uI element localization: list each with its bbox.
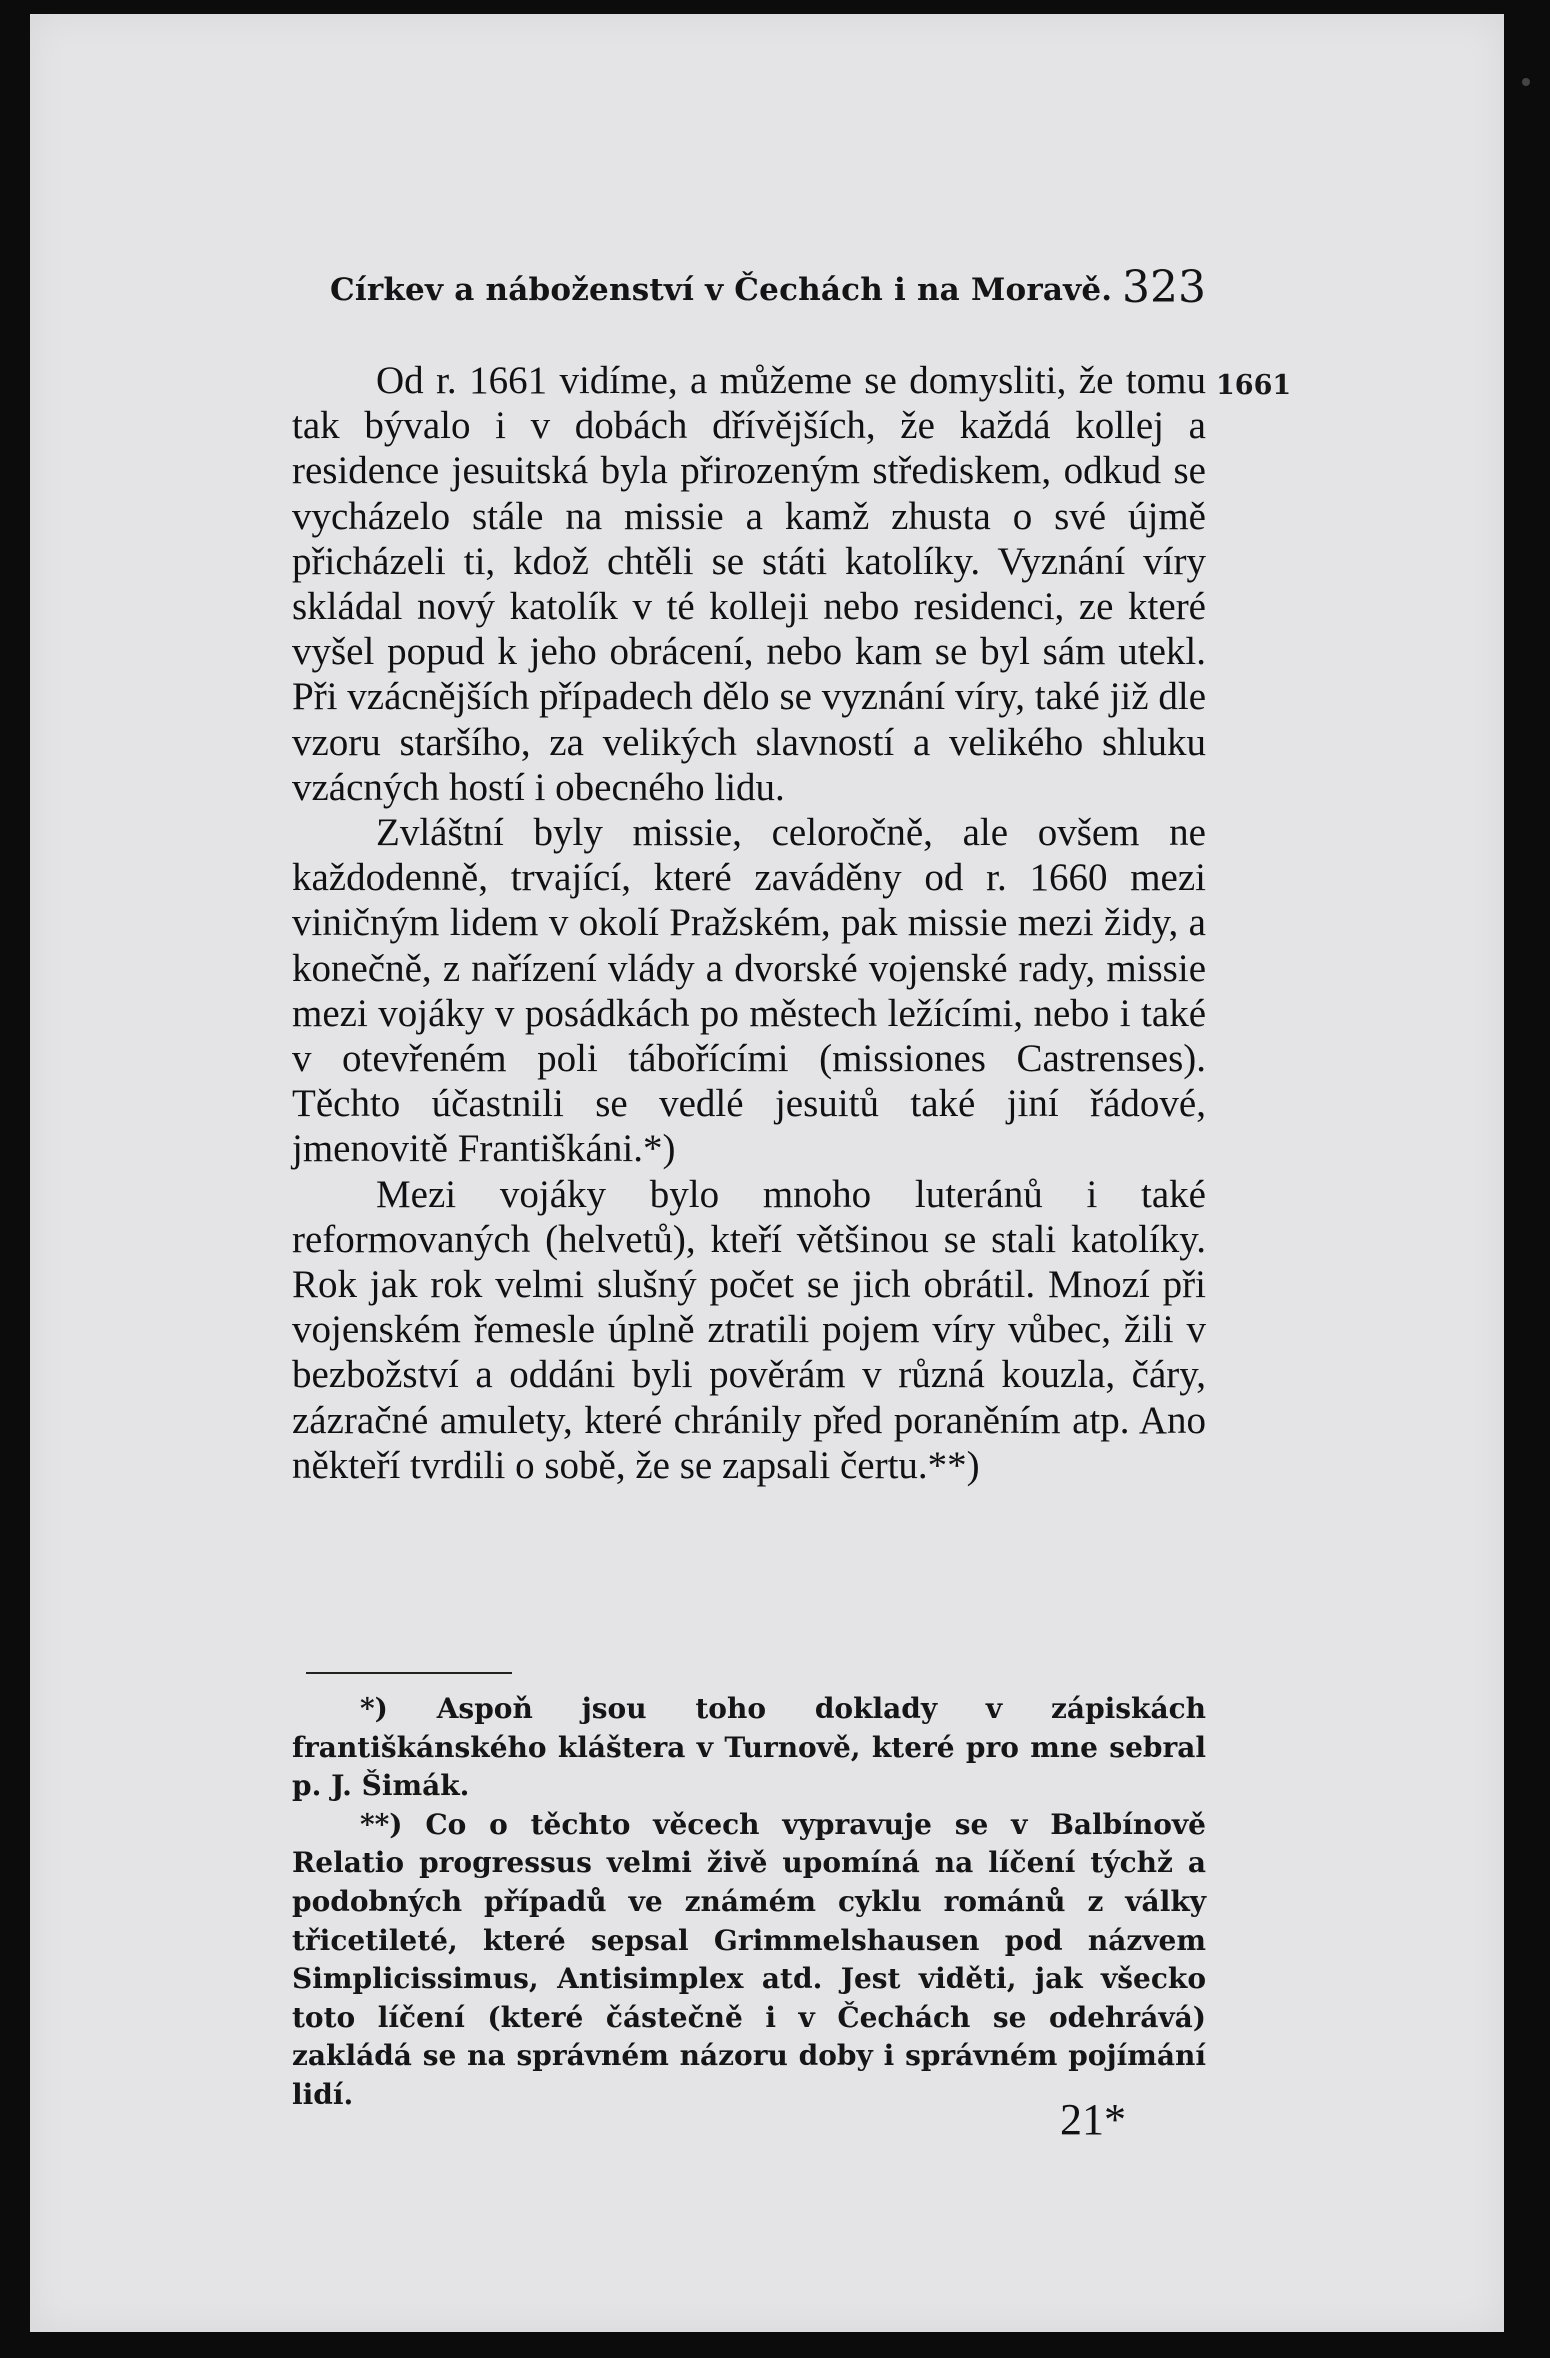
paragraph: Mezi vojáky bylo mnoho luteránů i také reformovaných (helvetů), kteří většinou se stali katolíky. Rok jak rok velmi slušný počet se jich obrátil. Mnozí při vojenském řemesle úplně ztratili pojem víry vůbec, žili v bezbožství a oddáni byli pověrám v různá kouzla, čáry, zázračné amulety, které chránily před poraněním atp. Ano někteří tvrdili o sobě, že se zapsali čertu.**) [292, 1172, 1206, 1487]
paragraph: Od r. 1661 vidíme, a můžeme se domysliti, že tomu tak bývalo i v dobách dřívějších, že každá kollej a residence jesuitská byla přirozeným střediskem, odkud se vycházelo stále na missie a kamž zhusta o své újmě přicházeli ti, kdož chtěli se státi katolíky. Vyznání víry skládal nový katolík v té kolleji nebo residenci, ze které vyšel popud k jeho obrácení, nebo kam se byl sám utekl. Při vzácnějších případech dělo se vyznání víry, také již dle vzoru staršího, za velikých slavností a velikého shluku vzácných hostí i obecného lidu. [292, 359, 1206, 809]
margin-year-note: 1661 [1216, 370, 1292, 401]
footnote: **) Co o těchto věcech vypravuje se v Balbínově Relatio progressus velmi živě upomíná na líčení týchž a podobných případů ve známém cyklu románů z války třicetileté, které sepsal Grimmelshausen pod názvem Simplicissimus, Antisimplex atd. Jest viděti, jak všecko toto líčení (které částečně i v Čechách se odehrává) zakládá se na správném názoru doby i správném pojímání lidí. [292, 1807, 1206, 2111]
footnotes [292, 1690, 1206, 2115]
page-header [330, 262, 1220, 326]
footnote: *) Aspoň jsou toho doklady v zápiskách františkánského kláštera v Turnově, které pro mne sebral p. J. Šimák. [292, 1692, 1206, 1803]
footnote-divider [306, 1672, 512, 1674]
scan-speck [1522, 78, 1530, 86]
signature-mark: 21* [1060, 2095, 1126, 2144]
page-number: 323 [1122, 262, 1206, 313]
book-page [30, 14, 1504, 2332]
paragraph: Zvláštní byly missie, celoročně, ale ovšem ne každodenně, trvající, které zaváděny od r. 1660 mezi viničným lidem v okolí Pražském, pak missie mezi židy, a konečně, z nařízení vlády a dvorské vojenské rady, missie mezi vojáky v posádkách po městech ležícími, nebo i také v otevřeném poli tábořícími (missiones Castrenses). Těchto účastnili se vedlé jesuitů také jiní řádové, jmenovitě Františkáni.*) [292, 811, 1206, 1171]
running-title: Církev a náboženství v Čechách i na Moravě. [330, 272, 1113, 308]
main-text [292, 358, 1206, 1488]
